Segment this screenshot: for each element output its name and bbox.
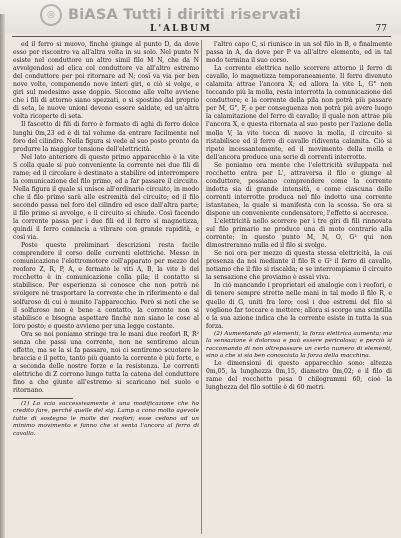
watermark-text: BiASA Tutti i diritti riservati [68, 7, 301, 23]
paragraph: Se noi ora per mezzo di questa stessa elettricità, la cui presenza da noi mediante il filo R e G² il ferro di cavallo, notiamo che il filo si riscalda; e se interrompiamo il circuito la sensazione che proviamo è assai viva. [206, 250, 392, 282]
paragraph: Le dimensioni di questo apparecchio sono: altezza 0m,05, la lunghezza 0m,15, diametro 0m,02; e il filo di rame del rocchetto pesa 0 chilogrammi 60, cioè la lunghezza del filo sottile è di 60 metri. [206, 360, 392, 392]
footnote-text: Aumentando gli elementi, la forza elettrica aumenta; ma la sensazione è dolorosa e può essere pericolosa; e perciò si raccomanda di non oltrepassare un certo numero di elementi, sino a che si sia ben conosciuta la forza della macchina. [206, 330, 392, 359]
watermark-seal-icon: ◎ [40, 4, 62, 26]
footnote-marker: (2) [214, 330, 223, 337]
running-title: L'ALBUM [150, 24, 212, 34]
footnote [13, 401, 199, 438]
paragraph: La corrente elettrica nello scorrere attorno il ferro di cavallo, lo magnetizza temporaneamente. Il ferro divenuto calamita attrae l'ancora X; ed allora la vite L, G° non toccando più la molla, resta interrotta la comunicazione del conduttore; e la corrente della pila non potrà più passare per M, G°, F, e per conseguenza non potrà più avere luogo la calamitazione del ferro di cavallo; il quale non attrae più l'ancora X, e questa ritornata al suo posto per l'azione della molla V, la vite tocca di nuovo la molla, il circuito si ristabilisce ed il ferro di cavallo ridiventa calamita. Ciò si ripete incessantemente, ed il movimento della molla e dell'ancora produce una serie di correnti interrotte. [206, 65, 392, 161]
paragraph: In ciò mancando i proprietari ed analogie con i reofori, e di tenere sempre strette nelle mani in tal modo il filo R, e quello di G, uniti fra loro; così i due estremi del filo si vogliono far toccare e mettere; allora si scorge una scintilla e la sua azione indica che la corrente esiste in tutta la sua forza. [206, 282, 392, 330]
paragraph: Il fascetto di fili di ferro è formato di aghi di ferro dolce lunghi 0m,23 ed è di tal volume da entrare facilmente nel foro del cilindro. Nella figura si vede al suo posto pronto da produrre la maggior tensione dell'elettricità. [13, 121, 199, 153]
paragraph: Se poniamo ora mente che l'elettricità sviluppata nel rocchetto entra per L', attraversa il filo e giunge al conduttore, possiamo comprendere come la corrente indotta sia di grande intensità, e come ciascuna delle correnti interrotte produca nel filo indotto una corrente istantanea, la quale si manifesta con la scossa. Se ora si dispone un conveniente condensatore, l'effetto si accresce. [206, 161, 392, 217]
watermark [40, 4, 301, 26]
paragraph: L'elettricità nello scorrere per i tre giri di fili rinnovata sul filo primario ne produce una di moto contrario alla corrente; in questo punto M, N, O, G² qui non dimostreranno nulla ed il filo si svolge. [206, 218, 392, 250]
right-column [206, 41, 392, 535]
footnote-text: Lo scia successivamente è una modificazione che ho credito fare, perché quelle del sig. Lamp a cono molto agevole tutte di sostegno le molle dei reofori; esse cedono ad un minimo movimento e fanno che si senta l'ancora al ferro di cavallo. [13, 401, 199, 437]
paragraph: l'altro capo C, si riunisce in un sol filo in B, e finalmente passa in A, da dove per P va all'altro elemento, ed in tal modo termina il suo corso. [206, 41, 392, 65]
page-number: 77 [375, 24, 387, 34]
page-edge-shadow [0, 14, 5, 538]
paragraph: ed il ferro si muovo, finchè giunge al punto D, da dove esso per riscontro va all'altra volta in su solo. Nel punto N esiste nel conduttore un altro simil filo M N, che da N avvolgendosi ad elica col conduttore va all'altro estremo del conduttore per poi ritornare ad N; così va via per ben nove volte, componendo nove interi giri, e ciò si volge, e giri sul medesimo asse doppio. Siccome alle volte avviene che i fili di attorno siano spezzati, o si spostino dal proprio di seta, le nuove unioni devono essere saldate, ed un'altra volta ricoperte di seta. [13, 41, 199, 121]
left-column [13, 41, 199, 535]
paragraph: Nel lato anteriore di questo primo apparecchio è la vite S colla quale si può conveniente la corrente nei due fili di rame; ed il circolare è destinato a stabilire od interrompere la comunicazione del filo primo, ed a far passare il circuito. Nella figura il quale si unisce all'ordinario circuito, in modo che il filo primo sarà alle estremità del circuito; ed il filo secondo passa nel foro del cilindro ed esce dall'altra parte; il filo primo si avvolge, e il circuito si chiude. Così facendo la corrente passa per i due fili ed il ferro si magnetizza, quindi il ferro comincia a vibrare con grande rapidità, e così via. [13, 153, 199, 242]
header-rule [12, 36, 391, 37]
footnote-marker: (1) [21, 401, 30, 408]
footnote-rule [13, 398, 73, 399]
paragraph: Poste queste preliminari descrizioni resta facile comprendere il corso delle correnti elettriche. Messo in comunicazione l'elettromotore coll'apparato per mezzo del reoforo Z, R, P, A, e fermato le viti A, B, la vite b del rocchetto è in comunicazione colla pila; il contatto si stabilisce. Per esperienza si conosce che non potrà nè svolgere nè trasportare la corrente che in riferimento e dal solfuroso di cui è munito l'apparecchio. Però si noti che se il solfuroso non è bene a contatto, la corrente non si stabilisce e bisogna aspettare finchè non siano le cose al loro posto; e questo avviene per una legge costante. [13, 242, 199, 330]
column-divider [201, 40, 202, 534]
paragraph: Ora se noi poniamo stringe tra le mani due reofori R, R² senza che passi una corrente, non ne sentiremo alcun effetto, ma se la si fa passare, noi ci sentiremo scuotere le braccia e il petto, tanto più quanto la corrente è più forte, e a seconda delle nostre forze e la resistenza. Le correnti elettriche di Z corrono lungo tutta la catena del conduttore fino a che giunte all'estremo si scaricano nel suolo e ritornano. [13, 330, 199, 395]
footnote [206, 331, 392, 361]
